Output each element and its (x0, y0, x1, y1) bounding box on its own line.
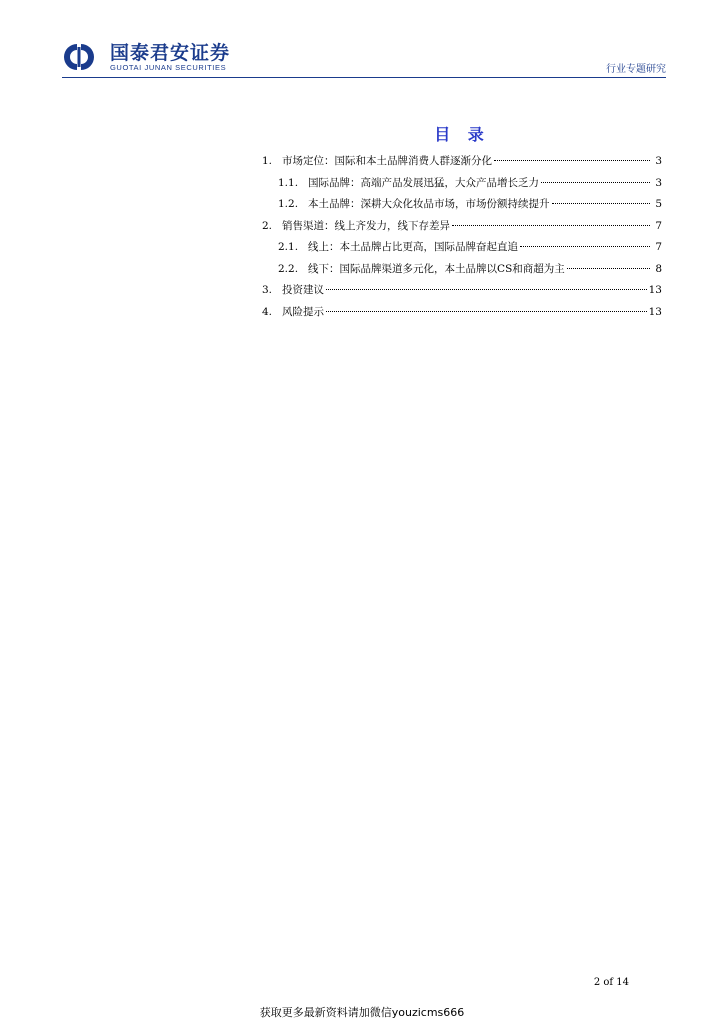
toc-item-number: 1.2. (278, 198, 299, 210)
toc-item-number: 2. (262, 219, 273, 232)
table-of-contents (262, 153, 662, 325)
toc-leader-dots (520, 246, 650, 247)
logo-mark-icon (62, 42, 104, 72)
toc-item-text: 市场定位：国际和本土品牌消费人群逐渐分化 (282, 155, 493, 167)
toc-item[interactable] (262, 239, 662, 261)
toc-item-page: 5 (655, 198, 662, 210)
toc-leader-dots (452, 225, 650, 226)
footer-note: 获取更多最新资料请加微信youzicms666 (259, 1006, 465, 1019)
toc-item[interactable] (262, 261, 662, 283)
toc-item-page: 13 (648, 305, 662, 318)
toc-item[interactable] (262, 218, 662, 240)
toc-leader-dots (541, 182, 650, 183)
toc-item-page: 8 (655, 262, 662, 275)
toc-leader-dots (326, 289, 647, 290)
page-number: 2 of 14 (593, 977, 629, 988)
toc-item-text: 国际品牌：高端产品发展迅猛，大众产品增长乏力 (308, 176, 540, 189)
toc-leader-dots (567, 268, 650, 269)
toc-item-text: 本土品牌：深耕大众化妆品市场，市场份额持续提升 (308, 198, 550, 210)
toc-item[interactable] (262, 153, 662, 175)
toc-leader-dots (494, 160, 650, 161)
toc-title: 目 录 (434, 125, 490, 144)
toc-item-text: 风险提示 (282, 305, 325, 318)
toc-item-text: 销售渠道：线上齐发力，线下存差异 (282, 219, 451, 232)
toc-item-page: 7 (655, 241, 662, 253)
toc-leader-dots (552, 203, 650, 204)
toc-item[interactable] (262, 175, 662, 197)
toc-item-page: 7 (655, 219, 662, 232)
toc-item[interactable] (262, 196, 662, 218)
toc-item-number: 2.2. (278, 262, 299, 275)
toc-item[interactable] (262, 282, 662, 304)
logo-chinese-name: 国泰君安证券 (110, 41, 231, 64)
toc-item-page: 3 (655, 155, 662, 167)
toc-item-number: 4. (262, 305, 273, 318)
toc-item[interactable] (262, 304, 662, 326)
toc-item-page: 13 (648, 284, 662, 296)
toc-item-text: 线下：国际品牌渠道多元化，本土品牌以CS和商超为主 (308, 262, 565, 275)
toc-item-page: 3 (655, 176, 662, 189)
toc-item-number: 1. (262, 155, 273, 167)
toc-item-text: 线上：本土品牌占比更高，国际品牌奋起直追 (308, 241, 519, 253)
header-divider (62, 77, 666, 78)
company-logo (62, 40, 230, 74)
toc-item-text: 投资建议 (282, 284, 325, 296)
logo-english-name: GUOTAI JUNAN SECURITIES (110, 62, 227, 72)
toc-item-number: 2.1. (278, 241, 299, 253)
toc-item-number: 1.1. (278, 176, 299, 189)
report-category: 行业专题研究 (606, 64, 666, 75)
toc-leader-dots (326, 311, 647, 312)
toc-item-number: 3. (262, 284, 273, 296)
